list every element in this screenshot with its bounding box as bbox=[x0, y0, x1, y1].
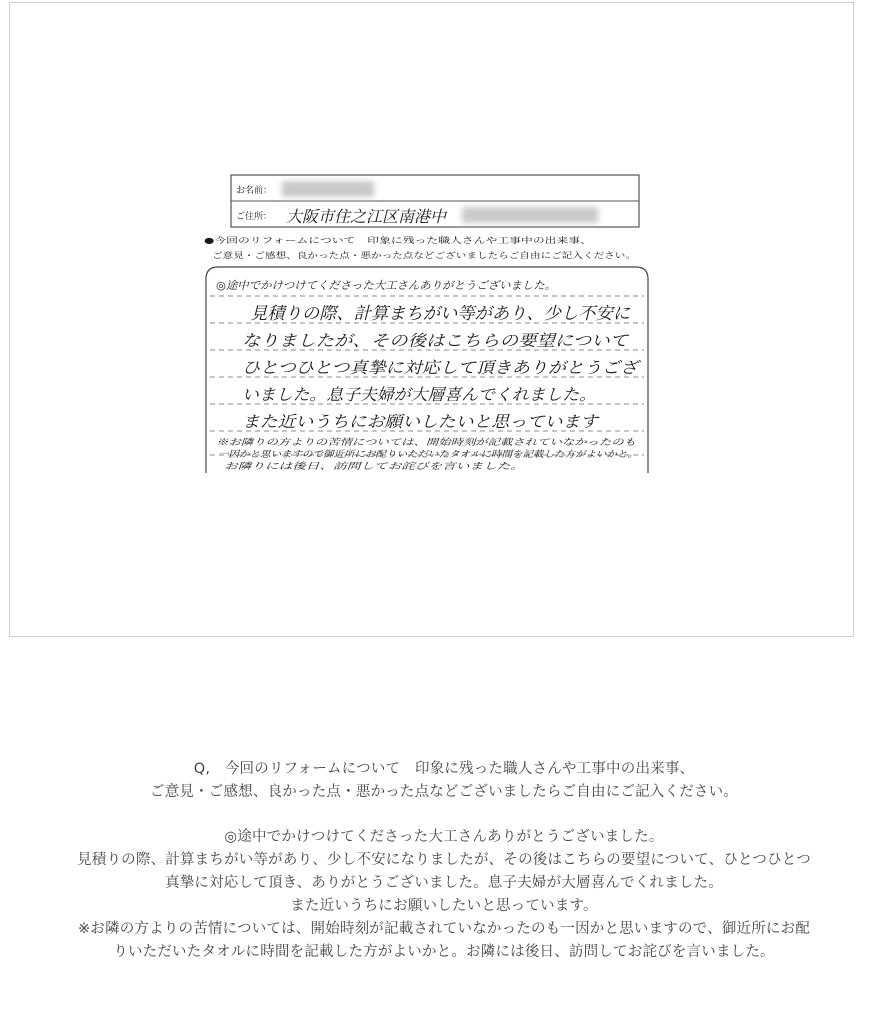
name-redaction bbox=[282, 181, 374, 197]
answer-line-6: りいただいたタオルに時間を記載した方がよいかと。お隣には後日、訪問してお詫びを言いました。 bbox=[113, 944, 775, 960]
survey-photo-frame bbox=[9, 2, 854, 637]
handwritten-address: 大阪市住之江区南港中 bbox=[286, 207, 447, 226]
printed-question-line-2: ご意見・ご感想、良かった点・悪かった点などございましたらご自由にご記入ください。 bbox=[212, 251, 532, 260]
answer-line-3: 真摯に対応して頂き、ありがとうございました。息子夫婦が大層喜んでくれました。 bbox=[164, 875, 724, 891]
handwritten-line-7: ※お隣りの方よりの苦情については、開始時刻が記載されていなかったのも bbox=[216, 438, 522, 448]
handwritten-line-1: ◎途中でかけつけてくださった大工さんありがとうございました。 bbox=[216, 279, 556, 292]
handwritten-line-4: ひとつひとつ真摯に対応して頂きありがとうござ bbox=[242, 358, 642, 377]
answer-line-1: ◎途中でかけつけてくださった大工さんありがとうございました。 bbox=[224, 829, 664, 845]
name-label: お名前： bbox=[236, 186, 273, 196]
answer-line-4: また近いうちにお願いしたいと思っています。 bbox=[290, 898, 598, 914]
survey-transcription bbox=[0, 758, 888, 964]
question-line-1: Q, 今回のリフォームについて 印象に残った職人さんや工事中の出来事、 bbox=[193, 761, 695, 777]
handwritten-line-6: また近いうちにお願いしたいと思っています bbox=[242, 412, 601, 431]
paragraph-gap bbox=[0, 804, 888, 826]
address-redaction bbox=[462, 207, 598, 223]
handwritten-line-8: 一因かと思いますので御近所にお配りいただいたタオルに時間を記載した方がよいかと。 bbox=[218, 450, 579, 460]
answer-line-5: ※お隣の方よりの苦情については、開始時刻が記載されていなかったのも一因かと思いますので、御近所にお配 bbox=[77, 921, 811, 937]
printed-question-line-1: ●今回のリフォームについて 印象に残った職人さんや工事中の出来事、 bbox=[204, 236, 467, 245]
handwritten-line-9: お隣りには後日、訪問してお詫びを言いました。 bbox=[224, 462, 423, 472]
address-label: ご住所： bbox=[236, 212, 273, 222]
handwritten-line-3: なりましたが、その後はこちらの要望について bbox=[242, 331, 631, 350]
question-line-2: ご意見・ご感想、良かった点・悪かった点などございましたらご自由にご記入ください。 bbox=[150, 784, 738, 800]
scanned-survey-card bbox=[10, 3, 855, 638]
handwritten-line-5: いました。息子夫婦が大層喜んでくれました。 bbox=[242, 385, 596, 404]
handwritten-line-2: 見積りの際、計算まちがい等があり、少し不安に bbox=[250, 304, 632, 324]
answer-line-2: 見積りの際、計算まちがい等があり、少し不安になりましたが、その後はこちらの要望について、ひとつひとつ bbox=[77, 852, 811, 868]
